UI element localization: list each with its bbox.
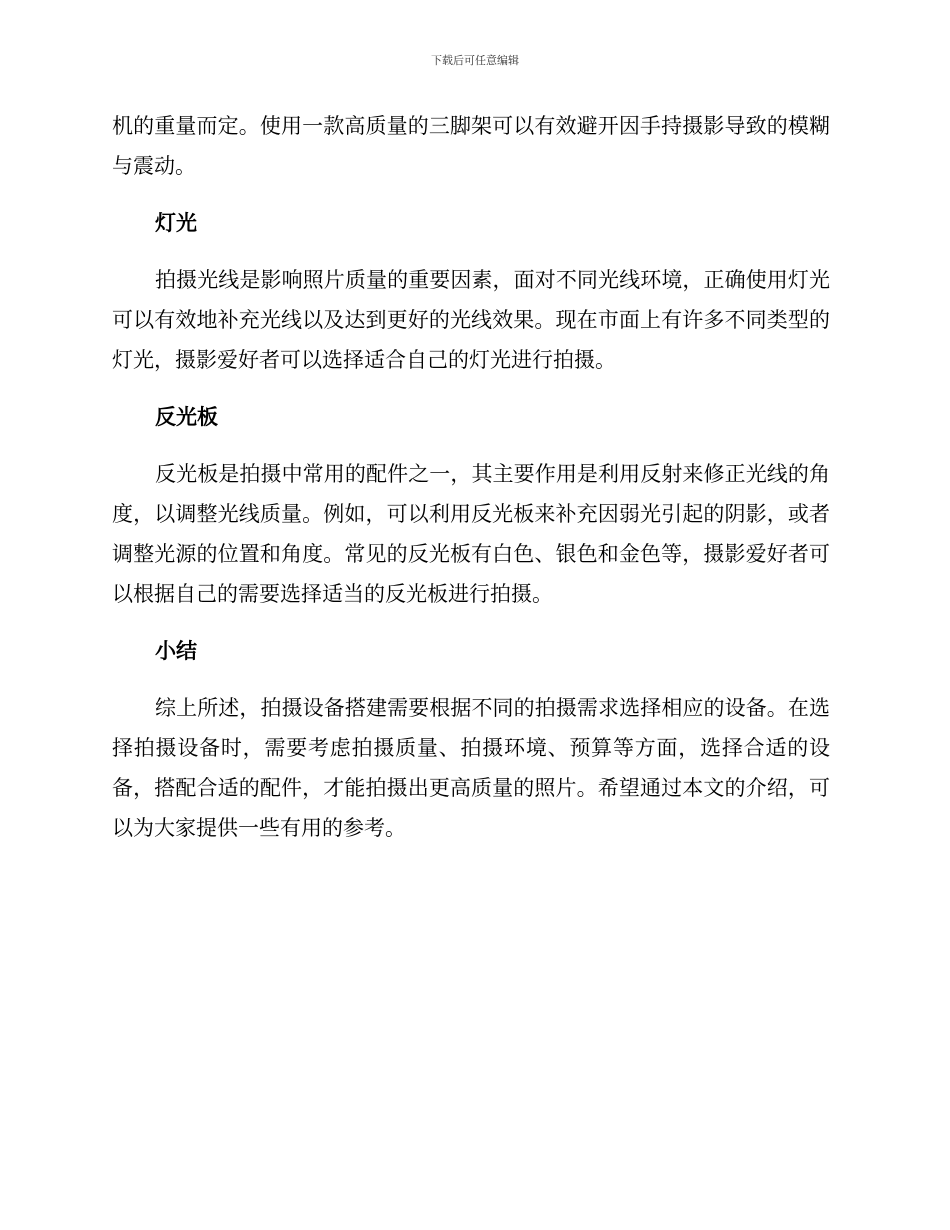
- paragraph-reflector: 反光板是拍摄中常用的配件之一，其主要作用是利用反射来修正光线的角度，以调整光线质量。例如，可以利用反光板来补充因弱光引起的阴影，或者调整光源的位置和角度。常见的反光板有白色、银色和金色等，摄影爱好者可以根据自己的需要选择适当的反光板进行拍摄。: [112, 462, 830, 606]
- page-header: 下载后可任意编辑: [431, 54, 519, 67]
- paragraph-intro-continuation: 机的重量而定。使用一款高质量的三脚架可以有效避开因手持摄影导致的模糊与震动。: [112, 114, 830, 178]
- section-heading-reflector: 反光板: [155, 405, 218, 429]
- section-heading-summary: 小结: [155, 639, 197, 663]
- section-heading-lighting: 灯光: [155, 211, 197, 235]
- paragraph-lighting: 拍摄光线是影响照片质量的重要因素，面对不同光线环境，正确使用灯光可以有效地补充光线以及达到更好的光线效果。现在市面上有许多不同类型的灯光，摄影爱好者可以选择适合自己的灯光进行拍摄。: [112, 268, 830, 372]
- document-body: [112, 106, 830, 865]
- paragraph-summary: 综上所述，拍摄设备搭建需要根据不同的拍摄需求选择相应的设备。在选择拍摄设备时，需要考虑拍摄质量、拍摄环境、预算等方面，选择合适的设备，搭配合适的配件，才能拍摄出更高质量的照片。希望通过本文的介绍，可以为大家提供一些有用的参考。: [112, 696, 830, 840]
